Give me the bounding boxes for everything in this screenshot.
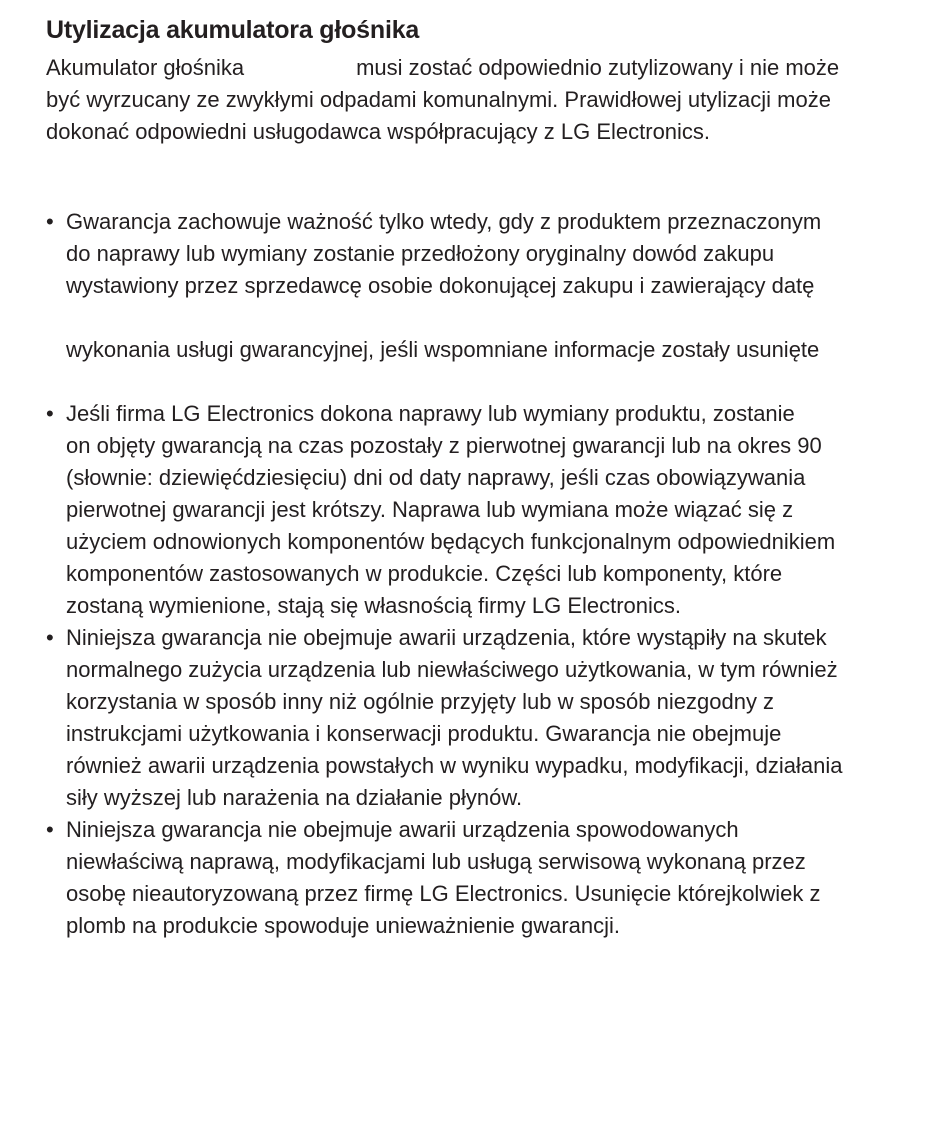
intro-line-1-end: musi zostać odpowiednio zutylizowany i nie może <box>356 55 840 80</box>
bullet-4-line-2: niewłaściwą naprawą, modyfikacjami lub usługą serwisową wykonaną przez <box>66 849 806 874</box>
bullet-item-2 <box>46 398 926 622</box>
bullet-3-line-5: również awarii urządzenia powstałych w wyniku wypadku, modyfikacji, działania <box>66 753 843 778</box>
bullet-dot-icon: • <box>46 817 54 842</box>
bullet-2-line-7: zostaną wymienione, stają się własnością firmy LG Electronics. <box>66 593 682 618</box>
bullet-4-line-1: Niniejsza gwarancja nie obejmuje awarii urządzenia spowodowanych <box>66 817 739 842</box>
bullet-3-line-1: Niniejsza gwarancja nie obejmuje awarii urządzenia, które wystąpiły na skutek <box>66 625 827 650</box>
bullet-2-line-3: (słownie: dziewięćdziesięciu) dni od daty naprawy, jeśli czas obowiązywania <box>66 465 806 490</box>
bullet-2-line-4: pierwotnej gwarancji jest krótszy. Naprawa lub wymiana może wiązać się z <box>66 497 794 522</box>
bullet-1-spacer <box>66 366 926 398</box>
bullet-dot-icon: • <box>46 209 54 234</box>
bullet-4-line-3: osobę nieautoryzowaną przez firmę LG Electronics. Usunięcie którejkolwiek z <box>66 881 821 906</box>
bullet-4-line-4: plomb na produkcie spowoduje unieważnienie gwarancji. <box>66 913 621 938</box>
bullet-3-line-4: instrukcjami użytkowania i konserwacji produktu. Gwarancja nie obejmuje <box>66 721 782 746</box>
bullet-1-line-4: wykonania usługi gwarancyjnej, jeśli wspomniane informacje zostały usunięte <box>66 337 820 362</box>
intro-paragraph <box>46 52 926 148</box>
warranty-bullet-list <box>46 206 926 942</box>
bullet-3-line-2: normalnego zużycia urządzenia lub niewłaściwego użytkowania, w tym również <box>66 657 838 682</box>
bullet-3-line-3: korzystania w sposób inny niż ogólnie przyjęty lub w sposób niezgodny z <box>66 689 775 714</box>
bullet-2-line-1: Jeśli firma LG Electronics dokona naprawy lub wymiany produktu, zostanie <box>66 401 795 426</box>
bullet-1-line-1: Gwarancja zachowuje ważność tylko wtedy, gdy z produktem przeznaczonym <box>66 209 822 234</box>
bullet-1-blank-line <box>66 302 926 334</box>
bullet-1-line-3: wystawiony przez sprzedawcę osobie dokonującej zakupu i zawierający datę <box>66 273 815 298</box>
bullet-3-line-6: siły wyższej lub narażenia na działanie płynów. <box>66 785 523 810</box>
intro-line-1 <box>46 52 926 84</box>
bullet-item-4 <box>46 814 926 942</box>
bullet-2-line-2: on objęty gwarancją na czas pozostały z pierwotnej gwarancji lub na okres 90 <box>66 433 822 458</box>
intro-line-1-start: Akumulator głośnika <box>46 55 245 80</box>
bullet-item-3 <box>46 622 926 814</box>
intro-line-3: dokonać odpowiedni usługodawca współpracujący z LG Electronics. <box>46 119 711 144</box>
intro-line-2: być wyrzucany ze zwykłymi odpadami komunalnymi. Prawidłowej utylizacji może <box>46 87 831 112</box>
bullet-1-line-2: do naprawy lub wymiany zostanie przedłożony oryginalny dowód zakupu <box>66 241 775 266</box>
bullet-dot-icon: • <box>46 401 54 426</box>
section-heading: Utylizacja akumulatora głośnika <box>46 16 420 44</box>
bullet-2-line-6: komponentów zastosowanych w produkcie. Części lub komponenty, które <box>66 561 783 586</box>
bullet-dot-icon: • <box>46 625 54 650</box>
bullet-item-1 <box>46 206 926 398</box>
bullet-2-line-5: użyciem odnowionych komponentów będących funkcjonalnym odpowiednikiem <box>66 529 836 554</box>
